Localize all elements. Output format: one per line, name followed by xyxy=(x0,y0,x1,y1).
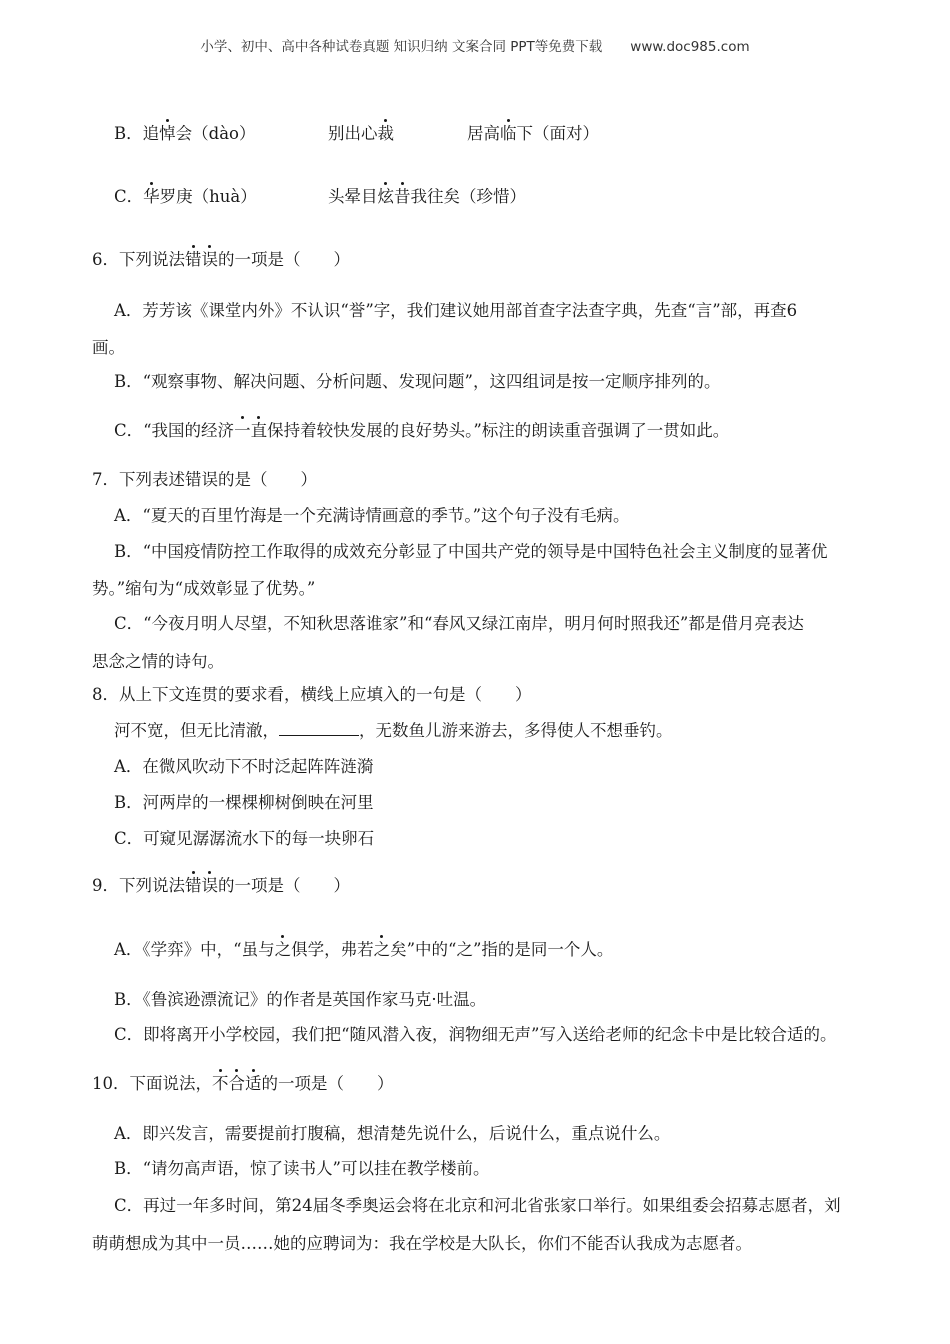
q5-option-b-word3 xyxy=(467,124,599,144)
text: 头晕目 xyxy=(328,187,378,206)
q5-option-b xyxy=(114,124,255,144)
dotted-char: 误 xyxy=(201,250,218,269)
option-label: C． xyxy=(114,187,144,206)
q10-option-b: B．“请勿高声语，惊了读书人”可以挂在教学楼前。 xyxy=(114,1159,490,1178)
text: 保持着较快发展的良好势头。”标注的朗读重音强调了一贯如此。 xyxy=(267,421,730,440)
q6-stem xyxy=(92,250,350,270)
dotted-char: 适 xyxy=(245,1074,262,1093)
text: 居高 xyxy=(467,124,500,143)
q9-option-c: C．即将离开小学校园，我们把“随风潜入夜，润物细无声”写入送给老师的纪念卡中是比较合适的。 xyxy=(114,1025,837,1044)
text: A．《学弈》中，“虽与 xyxy=(114,940,275,959)
dotted-char: 裁 xyxy=(377,124,394,143)
q7-stem: 7．下列表述错误的是（ ） xyxy=(92,470,317,489)
header-url[interactable]: www.doc985.com xyxy=(630,39,750,55)
q10-stem xyxy=(92,1074,394,1094)
q7-option-b-cont: 势。”缩句为“成效彰显了优势。” xyxy=(92,579,316,598)
q7-option-c: C．“今夜月明人尽望，不知秋思落谁家”和“春风又绿江南岸，明月何时照我还”都是借月亮表达 xyxy=(114,614,804,633)
text: 6．下列说法 xyxy=(92,250,185,269)
q7-option-c-cont: 思念之情的诗句。 xyxy=(92,652,224,671)
dotted-char: 炫 xyxy=(377,187,394,206)
dotted-char: 错 xyxy=(185,876,202,895)
dotted-char: 昔 xyxy=(394,187,411,206)
dotted-char: 之 xyxy=(274,940,292,959)
dotted-char: 不 xyxy=(212,1074,229,1093)
q10-option-a: A．即兴发言，需要提前打腹稿，想清楚先说什么，后说什么，重点说什么。 xyxy=(114,1124,671,1143)
q9-option-a xyxy=(114,940,613,960)
q9-stem xyxy=(92,876,350,896)
dotted-char: 华 xyxy=(143,187,160,206)
text: 矣”中的“之”指的是同一个人。 xyxy=(390,940,614,959)
text: 会（dào） xyxy=(175,124,256,143)
q6-option-a: A．芳芳该《课堂内外》不认识“誉”字，我们建议她用部首查字法查字典，先查“言”部，再查6 xyxy=(114,301,798,320)
q7-option-a: A．“夏天的百里竹海是一个充满诗情画意的季节。”这个句子没有毛病。 xyxy=(114,506,630,525)
dotted-char: 直 xyxy=(250,421,268,440)
q5-option-b-word2 xyxy=(328,124,394,144)
text: ，无数鱼儿游来游去，多得使人不想垂钓。 xyxy=(359,721,673,740)
q6-option-c xyxy=(114,421,729,441)
text: 河不宽，但无比清澈， xyxy=(114,721,279,740)
q8-option-a: A．在微风吹动下不时泛起阵阵涟漪 xyxy=(114,757,374,776)
q8-option-b: B．河两岸的一棵棵柳树倒映在河里 xyxy=(114,793,374,812)
dotted-char: 之 xyxy=(373,940,391,959)
fill-blank[interactable] xyxy=(279,721,359,736)
q8-context xyxy=(114,721,673,741)
page-header xyxy=(0,35,950,55)
q9-option-b: B．《鲁滨逊漂流记》的作者是英国作家马克·吐温。 xyxy=(114,990,487,1009)
dotted-char: 合 xyxy=(228,1074,245,1093)
text: C．“我国的经济 xyxy=(114,421,235,440)
q7-option-b: B．“中国疫情防控工作取得的成效充分彰显了中国共产党的领导是中国特色社会主义制度的显著优 xyxy=(114,542,828,561)
dotted-char: 误 xyxy=(201,876,218,895)
option-label: B． xyxy=(114,124,143,143)
text: 的一项是（ ） xyxy=(218,250,350,269)
text: 罗庚（huà） xyxy=(159,187,257,206)
text: 追 xyxy=(142,124,160,143)
dotted-char: 临 xyxy=(500,124,517,143)
q10-option-c-cont: 萌萌想成为其中一员……她的应聘词为：我在学校是大队长，你们不能否认我成为志愿者。 xyxy=(92,1234,752,1253)
q5-option-c xyxy=(114,187,257,207)
text: 下（面对） xyxy=(516,124,599,143)
q5-option-c-word2 xyxy=(328,187,526,207)
dotted-char: 错 xyxy=(185,250,202,269)
text: 9．下列说法 xyxy=(92,876,185,895)
text: 我往矣（珍惜） xyxy=(410,187,526,206)
text: 的一项是（ ） xyxy=(218,876,350,895)
q6-option-b: B．“观察事物、解决问题、分析问题、发现问题”，这四组词是按一定顺序排列的。 xyxy=(114,372,721,391)
header-text: 小学、初中、高中各种试卷真题 知识归纳 文案合同 PPT等免费下载 xyxy=(200,39,603,55)
text: 10．下面说法， xyxy=(92,1074,212,1093)
text: 别出心 xyxy=(328,124,378,143)
q8-option-c: C．可窥见潺潺流水下的每一块卵石 xyxy=(114,829,375,848)
text: 的一项是（ ） xyxy=(261,1074,394,1093)
q6-option-a-cont: 画。 xyxy=(92,338,125,357)
dotted-char: 悼 xyxy=(159,124,176,143)
q8-stem: 8．从上下文连贯的要求看，横线上应填入的一句是（ ） xyxy=(92,685,532,704)
dotted-char: 一 xyxy=(234,421,251,440)
q10-option-c: C．再过一年多时间，第24届冬季奥运会将在北京和河北省张家口举行。如果组委会招募志愿者，刘 xyxy=(114,1196,841,1215)
text: 俱学，弗若 xyxy=(291,940,374,959)
